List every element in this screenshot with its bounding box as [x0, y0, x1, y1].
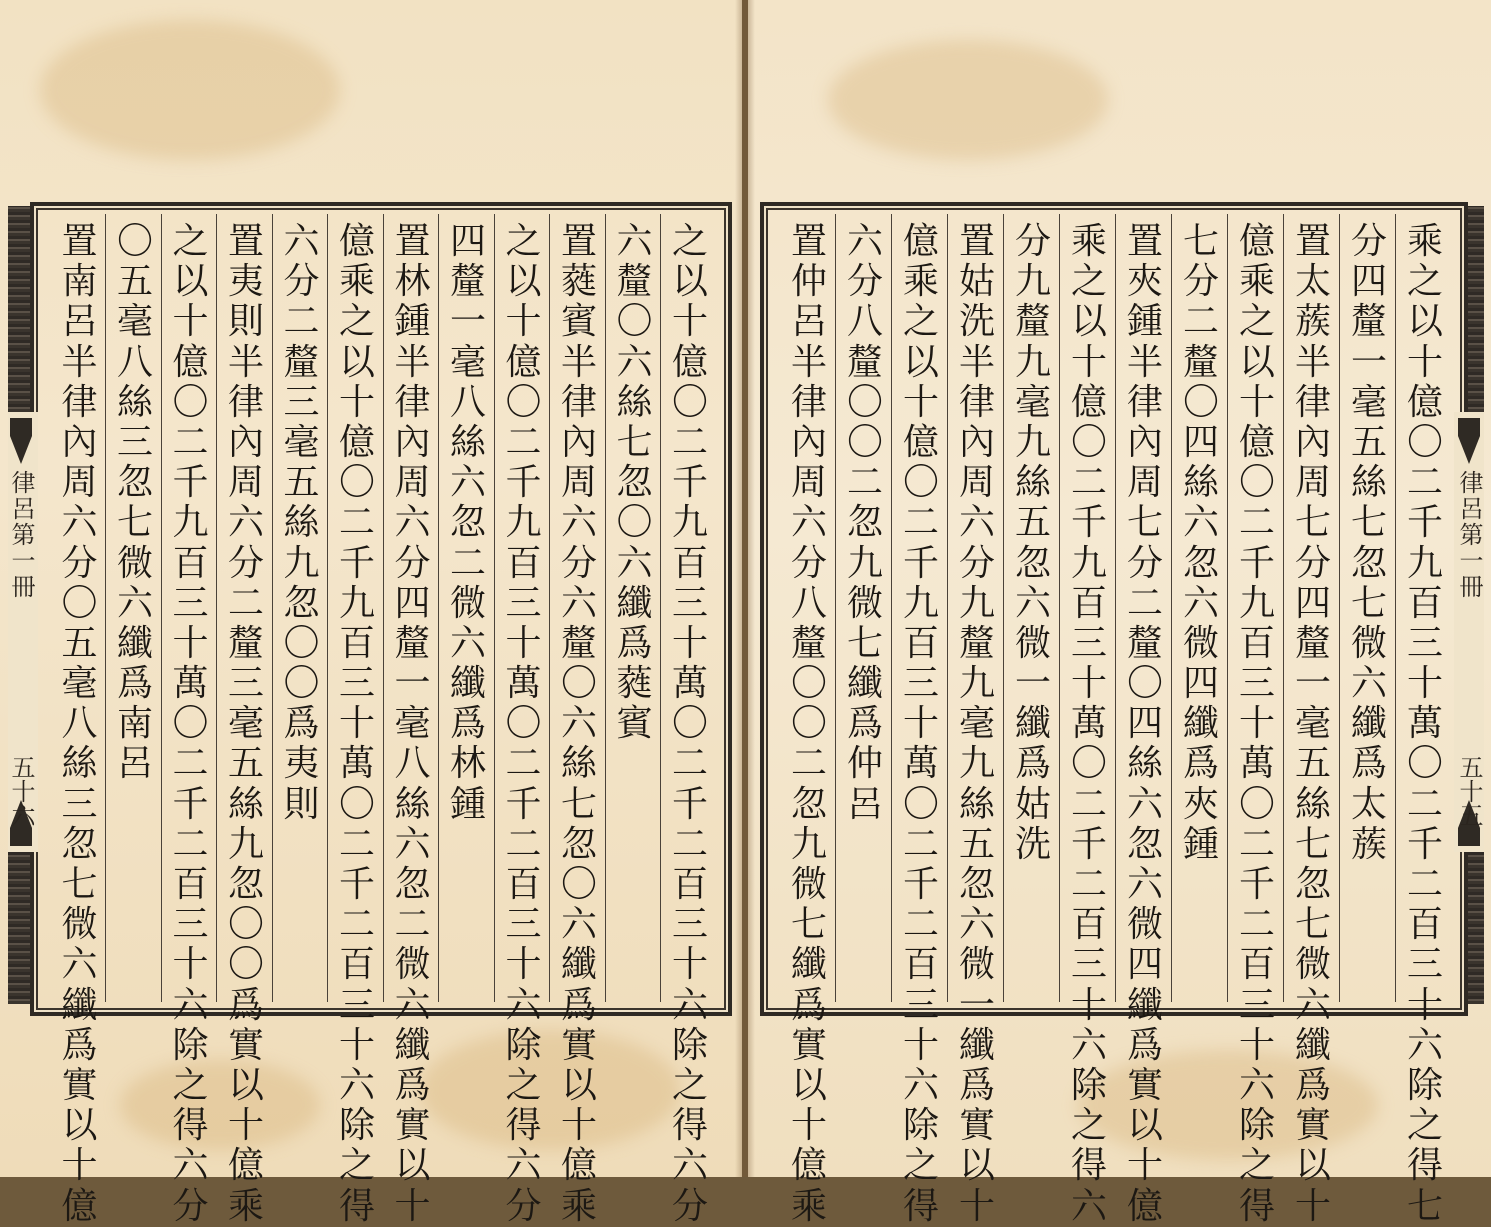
- left-folio: [6, 755, 36, 827]
- left-text-column: 之 以 十 億 〇 二 千 九 百 三 十 萬 〇 二 千 二 百 三 十 六 除 之 得 六 分: [671, 221, 708, 1227]
- left-text-column: 置 蕤 賓 半 律 內 周 六 分 六 釐 〇 六 絲 七 忽 〇 六 纖 爲 實 以 十 億 乘: [560, 221, 597, 1227]
- right-column-rule: [1283, 214, 1284, 1002]
- right-margin-title: [1454, 470, 1484, 600]
- right-column-rule: [1395, 214, 1396, 1002]
- right-text-column: 億 乘 之 以 十 億 〇 二 千 九 百 三 十 萬 〇 二 千 二 百 三 十 六 除 之 得: [902, 221, 939, 1227]
- left-text-column: 四 釐 一 毫 八 絲 六 忽 二 微 六 纖 爲 林 鍾: [449, 221, 486, 825]
- right-column-rule: [1003, 214, 1004, 1002]
- left-text-column: 億 乘 之 以 十 億 〇 二 千 九 百 三 十 萬 〇 二 千 二 百 三 十 六 除 之 得: [338, 221, 375, 1227]
- right-column-rule: [947, 214, 948, 1002]
- left-text-column: 六 釐 〇 六 絲 七 忽 〇 六 纖 爲 蕤 賓: [616, 221, 653, 745]
- right-text-column: 七 分 二 釐 〇 四 絲 六 忽 六 微 四 纖 爲 夾 鍾: [1182, 221, 1219, 865]
- left-text-column: 置 夷 則 半 律 內 周 六 分 二 釐 三 毫 五 絲 九 忽 〇 〇 爲 實 以 十 億 乘: [227, 221, 264, 1227]
- left-text-column: 之 以 十 億 〇 二 千 九 百 三 十 萬 〇 二 千 二 百 三 十 六 除 之 得 六 分: [172, 221, 209, 1227]
- fishtail-top-right-icon: [1458, 418, 1480, 464]
- right-text-column: 置 姑 洗 半 律 內 周 六 分 九 釐 九 毫 九 絲 五 忽 六 微 一 纖 爲 實 以 十: [958, 221, 995, 1227]
- right-text-column: 六 分 八 釐 〇 〇 二 忽 九 微 七 纖 爲 仲 呂: [846, 221, 883, 825]
- right-folio: [1454, 755, 1484, 827]
- right-text-column: 乘 之 以 十 億 〇 二 千 九 百 三 十 萬 〇 二 千 二 百 三 十 六 除 之 得 六: [1070, 221, 1107, 1227]
- right-text-column: 分 九 釐 九 毫 九 絲 五 忽 六 微 一 纖 爲 姑 洗: [1014, 221, 1051, 865]
- right-column-rule: [1339, 214, 1340, 1002]
- left-text-column: 〇 五 毫 八 絲 三 忽 七 微 六 纖 爲 南 呂: [116, 221, 153, 785]
- left-text-column: 之 以 十 億 〇 二 千 九 百 三 十 萬 〇 二 千 二 百 三 十 六 除 之 得 六 分: [505, 221, 542, 1227]
- right-column-rule: [1115, 214, 1116, 1002]
- right-text-column: 置 仲 呂 半 律 內 周 六 分 八 釐 〇 〇 二 忽 九 微 七 纖 爲 實 以 十 億 乘: [790, 221, 827, 1227]
- book-gutter: [735, 0, 755, 1177]
- right-text-column: 置 太 蔟 半 律 內 周 七 分 四 釐 一 毫 五 絲 七 忽 七 微 六 纖 爲 實 以 十: [1294, 221, 1331, 1227]
- right-text-column: 乘 之 以 十 億 〇 二 千 九 百 三 十 萬 〇 二 千 二 百 三 十 六 除 之 得 七: [1406, 221, 1443, 1227]
- right-text-column: 置 夾 鍾 半 律 內 周 七 分 二 釐 〇 四 絲 六 忽 六 微 四 纖 爲 實 以 十 億: [1126, 221, 1163, 1227]
- right-text-column: 億 乘 之 以 十 億 〇 二 千 九 百 三 十 萬 〇 二 千 二 百 三 十 六 除 之 得: [1238, 221, 1275, 1227]
- right-column-rule: [1171, 214, 1172, 1002]
- left-text-column: 六 分 二 釐 三 毫 五 絲 九 忽 〇 〇 爲 夷 則: [283, 221, 320, 825]
- right-column-rule: [891, 214, 892, 1002]
- left-margin-title-text: 律呂第一冊: [7, 470, 35, 600]
- left-folio-text: 五十六: [7, 755, 35, 827]
- right-column-rule: [1059, 214, 1060, 1002]
- left-margin-title: [6, 470, 36, 600]
- left-text-column: 置 林 鍾 半 律 內 周 六 分 四 釐 一 毫 八 絲 六 忽 二 微 六 纖 爲 實 以 十: [394, 221, 431, 1227]
- left-text-column: 置 南 呂 半 律 內 周 六 分 〇 五 毫 八 絲 三 忽 七 微 六 纖 爲 實 以 十 億: [61, 221, 98, 1227]
- right-column-rule: [1227, 214, 1228, 1002]
- right-folio-text: 五十五: [1455, 755, 1483, 827]
- right-column-rule: [835, 214, 836, 1002]
- fishtail-top-left-icon: [10, 418, 32, 464]
- right-text-column: 分 四 釐 一 毫 五 絲 七 忽 七 微 六 纖 爲 太 蔟: [1350, 221, 1387, 865]
- right-margin-title-text: 律呂第一冊: [1455, 470, 1483, 600]
